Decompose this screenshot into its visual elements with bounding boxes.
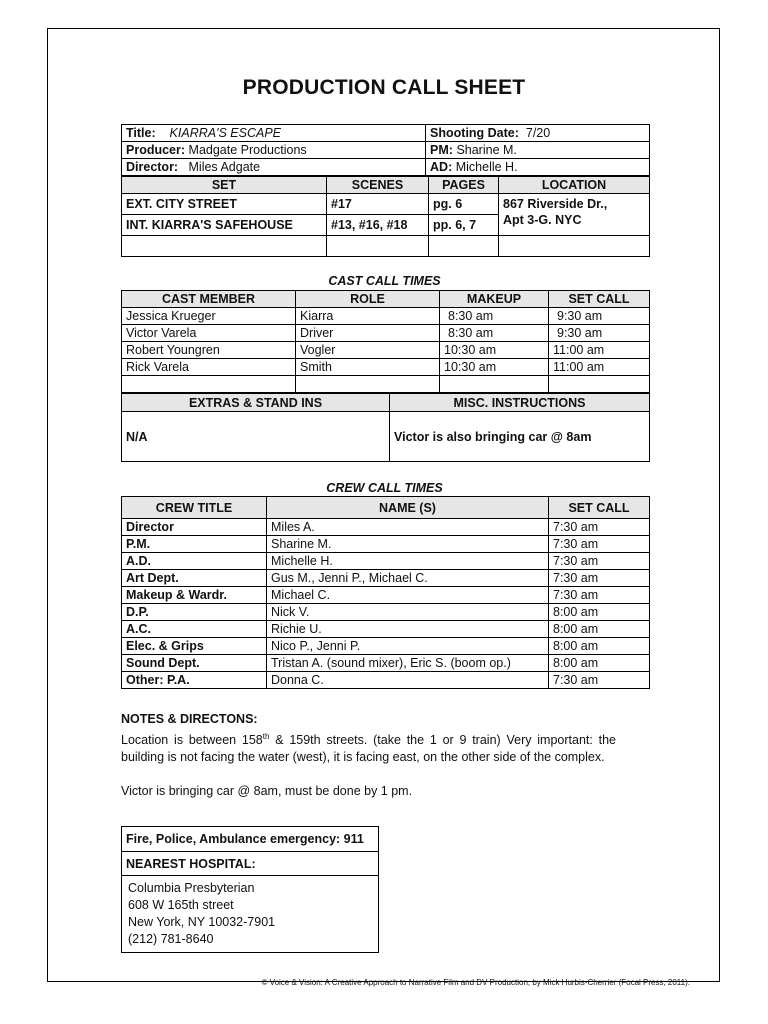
cast-member: Jessica Krueger xyxy=(122,308,296,325)
crew-names: Donna C. xyxy=(267,672,549,689)
role-header: ROLE xyxy=(296,291,440,308)
crew-title: Other: P.A. xyxy=(122,672,267,689)
crew-title: A.D. xyxy=(122,553,267,570)
pm-cell xyxy=(426,142,650,159)
empty-cell xyxy=(296,376,440,393)
cast-section-title: CAST CALL TIMES xyxy=(328,274,441,288)
producer-label: Producer: xyxy=(126,143,186,157)
crew-title: Makeup & Wardr. xyxy=(122,587,267,604)
emergency-table xyxy=(121,826,379,953)
crew-names: Michael C. xyxy=(267,587,549,604)
crew-names: Nico P., Jenni P. xyxy=(267,638,549,655)
crew-set-call: 7:30 am xyxy=(549,672,650,689)
director-cell xyxy=(122,159,426,176)
director-value: Miles Adgate xyxy=(188,160,261,174)
crew-names: Sharine M. xyxy=(267,536,549,553)
empty-cell xyxy=(549,376,650,393)
notes-paragraph-2: Victor is bringing car @ 8am, must be done by 1 pm. xyxy=(121,784,413,799)
crew-names: Gus M., Jenni P., Michael C. xyxy=(267,570,549,587)
cast-table xyxy=(121,290,650,393)
makeup-header: MAKEUP xyxy=(440,291,549,308)
scenes-header: SCENES xyxy=(327,177,429,194)
cast-makeup: 8:30 am xyxy=(440,325,549,342)
director-label: Director: xyxy=(126,160,179,174)
extras-value: N/A xyxy=(122,412,390,462)
notes-section xyxy=(121,711,616,800)
crew-row xyxy=(122,604,650,621)
cast-makeup: 10:30 am xyxy=(440,359,549,376)
extras-header: EXTRAS & STAND INS xyxy=(122,394,390,412)
cast-member: Victor Varela xyxy=(122,325,296,342)
cast-role: Kiarra xyxy=(296,308,440,325)
empty-cell xyxy=(327,236,429,257)
crew-names-header: NAME (S) xyxy=(267,497,549,519)
misc-header: MISC. INSTRUCTIONS xyxy=(390,394,650,412)
crew-row xyxy=(122,536,650,553)
set-pages: pp. 6, 7 xyxy=(429,215,499,236)
set-name: INT. KIARRA'S SAFEHOUSE xyxy=(122,215,327,236)
cast-set-call: 9:30 am xyxy=(549,308,650,325)
set-call-header: SET CALL xyxy=(549,291,650,308)
pages-header: PAGES xyxy=(429,177,499,194)
producer-cell xyxy=(122,142,426,159)
crew-row xyxy=(122,621,650,638)
crew-set-call: 7:30 am xyxy=(549,570,650,587)
crew-title: Director xyxy=(122,519,267,536)
pm-label: PM: xyxy=(430,143,453,157)
location-header: LOCATION xyxy=(499,177,650,194)
set-scenes: #17 xyxy=(327,194,429,215)
crew-set-call: 7:30 am xyxy=(549,587,650,604)
crew-set-call: 7:30 am xyxy=(549,519,650,536)
crew-title: Art Dept. xyxy=(122,570,267,587)
page-title: PRODUCTION CALL SHEET xyxy=(242,76,526,99)
crew-row xyxy=(122,553,650,570)
hospital-address xyxy=(122,876,379,953)
crew-set-call: 8:00 am xyxy=(549,655,650,672)
empty-cell xyxy=(122,236,327,257)
production-info-table xyxy=(121,124,650,176)
cast-makeup: 10:30 am xyxy=(440,342,549,359)
hospital-line: Columbia Presbyterian xyxy=(128,881,255,895)
crew-title: P.M. xyxy=(122,536,267,553)
crew-section-title: CREW CALL TIMES xyxy=(326,481,443,495)
notes-text: Location is between 158 xyxy=(121,733,263,748)
crew-set-call: 8:00 am xyxy=(549,638,650,655)
crew-row xyxy=(122,655,650,672)
empty-cell xyxy=(499,236,650,257)
cast-set-call: 9:30 am xyxy=(549,325,650,342)
cast-role: Driver xyxy=(296,325,440,342)
notes-paragraph-1 xyxy=(121,728,616,766)
empty-cell xyxy=(429,236,499,257)
crew-set-call-header: SET CALL xyxy=(549,497,650,519)
empty-cell xyxy=(122,376,296,393)
cast-member: Robert Youngren xyxy=(122,342,296,359)
crew-row xyxy=(122,587,650,604)
producer-value: Madgate Productions xyxy=(188,143,307,157)
cast-set-call: 11:00 am xyxy=(549,342,650,359)
notes-heading: NOTES & DIRECTONS: xyxy=(121,712,258,726)
cast-member: Rick Varela xyxy=(122,359,296,376)
shooting-date-cell xyxy=(426,125,650,142)
crew-row xyxy=(122,672,650,689)
cast-makeup: 8:30 am xyxy=(440,308,549,325)
crew-title-header: CREW TITLE xyxy=(122,497,267,519)
hospital-line: (212) 781-8640 xyxy=(128,932,214,946)
crew-set-call: 7:30 am xyxy=(549,553,650,570)
extras-misc-table xyxy=(121,393,650,462)
cast-member-header: CAST MEMBER xyxy=(122,291,296,308)
crew-title: Sound Dept. xyxy=(122,655,267,672)
misc-value: Victor is also bringing car @ 8am xyxy=(390,412,650,462)
location-line-1: 867 Riverside Dr., xyxy=(503,197,608,211)
crew-row xyxy=(122,638,650,655)
crew-names: Nick V. xyxy=(267,604,549,621)
title-cell xyxy=(122,125,426,142)
ad-cell xyxy=(426,159,650,176)
emergency-line: Fire, Police, Ambulance emergency: 911 xyxy=(122,827,379,852)
ad-label: AD: xyxy=(430,160,453,174)
notes-text: & 159th streets. (take the 1 or 9 train) Very important: the building is not facing the water (west), it is facing east, on the other side of the complex. xyxy=(121,733,616,765)
crew-set-call: 8:00 am xyxy=(549,604,650,621)
set-header: SET xyxy=(122,177,327,194)
crew-set-call: 7:30 am xyxy=(549,536,650,553)
crew-table xyxy=(121,496,650,689)
copyright-footer: © Voice & Vision: A Creative Approach to Narrative Film and DV Production, by Mick Hurbis-Cherrier (Focal Press, 2011). xyxy=(261,978,690,987)
shooting-date-label: Shooting Date: xyxy=(430,126,519,140)
crew-row xyxy=(122,519,650,536)
empty-cell xyxy=(440,376,549,393)
title-label: Title: xyxy=(126,126,156,140)
cast-role: Smith xyxy=(296,359,440,376)
crew-title: A.C. xyxy=(122,621,267,638)
crew-names: Tristan A. (sound mixer), Eric S. (boom op.) xyxy=(267,655,549,672)
set-name: EXT. CITY STREET xyxy=(122,194,327,215)
hospital-line: New York, NY 10032-7901 xyxy=(128,915,276,929)
notes-superscript: th xyxy=(262,732,270,741)
pm-value: Sharine M. xyxy=(456,143,517,157)
set-location xyxy=(499,194,650,236)
crew-names: Richie U. xyxy=(267,621,549,638)
crew-title: Elec. & Grips xyxy=(122,638,267,655)
hospital-line: 608 W 165th street xyxy=(128,898,234,912)
crew-names: Miles A. xyxy=(267,519,549,536)
title-value: KIARRA'S ESCAPE xyxy=(169,126,281,140)
crew-title: D.P. xyxy=(122,604,267,621)
crew-row xyxy=(122,570,650,587)
cast-set-call: 11:00 am xyxy=(549,359,650,376)
set-scenes: #13, #16, #18 xyxy=(327,215,429,236)
cast-role: Vogler xyxy=(296,342,440,359)
crew-set-call: 8:00 am xyxy=(549,621,650,638)
location-line-2: Apt 3-G. NYC xyxy=(503,213,582,227)
set-pages: pg. 6 xyxy=(429,194,499,215)
set-table xyxy=(121,176,650,257)
crew-names: Michelle H. xyxy=(267,553,549,570)
ad-value: Michelle H. xyxy=(455,160,518,174)
shooting-date-value: 7/20 xyxy=(525,126,551,140)
hospital-label: NEAREST HOSPITAL: xyxy=(122,852,379,876)
